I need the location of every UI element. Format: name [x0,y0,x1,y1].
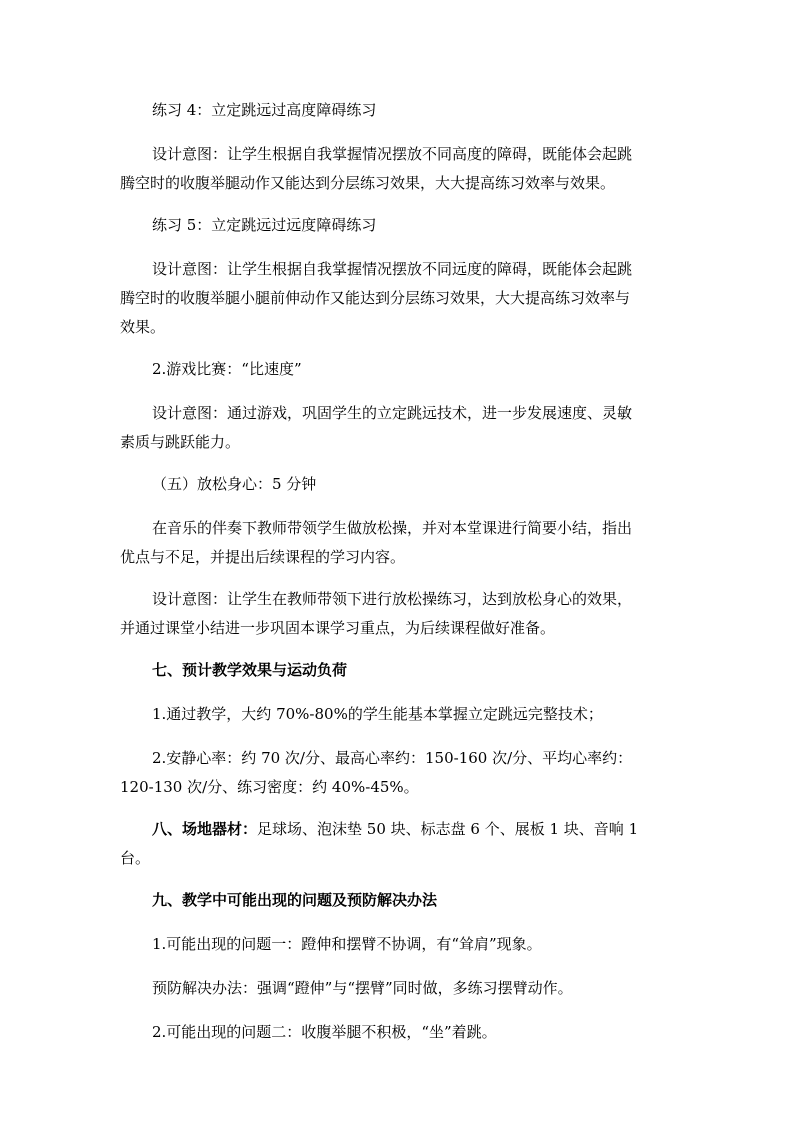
design-intent-paragraph-line: 腾空时的收腹举腿小腿前伸动作又能达到分层练习效果，大大提高练习效率与 [120,289,631,307]
exercise-5-heading: 练习 5：立定跳远过远度障碍练习 [152,216,377,234]
design-intent-paragraph-line: 腾空时的收腹举腿动作又能达到分层练习效果，大大提高练习效率与效果。 [120,174,616,192]
relaxation-paragraph-line: 在音乐的伴奏下教师带领学生做放松操，并对本堂课进行简要小结，指出 [152,519,633,537]
relaxation-paragraph-line: 优点与不足，并提出后续课程的学习内容。 [120,548,406,566]
section-8-line [152,818,638,840]
relaxation-heading: （五）放松身心：5 分钟 [152,475,317,493]
design-intent-paragraph-line: 并通过课堂小结进一步巩固本课学习重点，为后续课程做好准备。 [120,619,556,637]
teaching-effect-item: 1.通过教学，大约 70%-80%的学生能基本掌握立定跳远完整技术； [152,705,603,723]
section-8-heading: 八、场地器材： [152,820,258,838]
design-intent-paragraph-line: 素质与跳跃能力。 [120,433,241,451]
heart-rate-paragraph-line: 2.安静心率：约 70 次/分、最高心率约：150-160 次/分、平均心率约： [152,749,633,767]
equipment-list: 足球场、泡沫垫 50 块、标志盘 6 个、展板 1 块、音响 1 [257,820,639,838]
section-9-heading: 九、教学中可能出现的问题及预防解决办法 [152,891,438,909]
design-intent-paragraph-line: 效果。 [120,318,166,336]
design-intent-paragraph-line: 设计意图：让学生在教师带领下进行放松操练习，达到放松身心的效果， [152,590,633,608]
section-7-heading: 七、预计教学效果与运动负荷 [152,661,348,679]
design-intent-paragraph-line: 设计意图：让学生根据自我掌握情况摆放不同远度的障碍，既能体会起跳 [152,260,633,278]
game-competition-heading: 2.游戏比赛：“比速度” [152,360,302,378]
heart-rate-paragraph-line: 120-130 次/分、练习密度：约 40%-45%。 [120,778,419,796]
equipment-list-continued: 台。 [120,849,151,867]
problem-1-item: 1.可能出现的问题一：蹬伸和摆臂不协调，有“耸肩”现象。 [152,935,542,953]
exercise-4-heading: 练习 4：立定跳远过高度障碍练习 [152,101,377,119]
problem-2-item: 2.可能出现的问题二：收腹举腿不积极，“坐”着跳。 [152,1023,497,1041]
design-intent-paragraph-line: 设计意图：让学生根据自我掌握情况摆放不同高度的障碍，既能体会起跳 [152,145,633,163]
prevention-solution-item: 预防解决办法：强调“蹬伸”与“摆臂”同时做，多练习摆臂动作。 [152,979,573,997]
design-intent-paragraph-line: 设计意图：通过游戏，巩固学生的立定跳远技术，进一步发展速度、灵敏 [152,404,633,422]
